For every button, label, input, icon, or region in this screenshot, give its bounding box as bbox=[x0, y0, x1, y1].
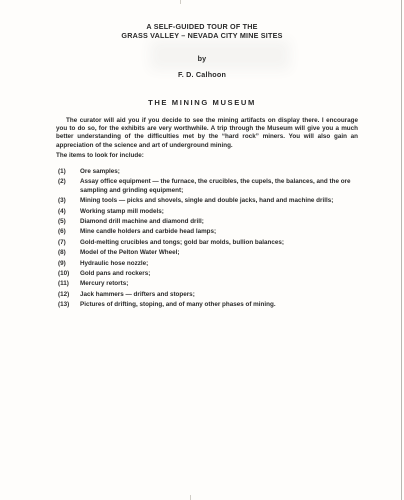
section-heading: THE MINING MUSEUM bbox=[148, 98, 256, 107]
item-text: Ore samples; bbox=[80, 168, 120, 175]
exhibit-list bbox=[56, 168, 360, 312]
item-text: Hydraulic hose nozzle; bbox=[80, 259, 149, 267]
list-item bbox=[56, 249, 360, 257]
author-name: F. D. Calhoon bbox=[177, 70, 227, 79]
item-text: Gold-melting crucibles and tongs; gold bar molds, bullion balances; bbox=[80, 238, 284, 246]
item-number: (1) bbox=[58, 168, 66, 175]
list-item bbox=[56, 280, 360, 288]
byline: by bbox=[197, 54, 207, 63]
list-item bbox=[56, 239, 360, 247]
item-number: (11) bbox=[58, 280, 69, 288]
item-number: (9) bbox=[58, 259, 66, 267]
item-text: Gold pans and rockers; bbox=[80, 270, 151, 278]
item-text: Jack hammers — drifters and stopers; bbox=[80, 290, 195, 298]
scan-mark-bottom bbox=[190, 495, 191, 500]
item-number: (3) bbox=[58, 197, 66, 205]
list-item bbox=[56, 178, 360, 195]
item-text: Mining tools — picks and shovels, single and double jacks, hand and machine drills; bbox=[80, 197, 334, 205]
item-text: Pictures of drifting, stoping, and of many other phases of mining. bbox=[80, 301, 276, 309]
item-number: (2) bbox=[58, 178, 66, 186]
list-item bbox=[56, 168, 360, 176]
list-item bbox=[56, 197, 360, 205]
item-text: Mercury retorts; bbox=[80, 280, 129, 288]
document-title-line1: A SELF-GUIDED TOUR OF THE bbox=[146, 22, 258, 31]
document-title-line2: GRASS VALLEY – NEVADA CITY MINE SITES bbox=[121, 31, 283, 40]
scan-mark-top bbox=[180, 0, 181, 4]
items-label: The items to look for include: bbox=[56, 152, 144, 159]
list-item bbox=[56, 218, 360, 226]
intro-paragraph: The curator will aid you if you decide to see the mining artifacts on display there. I encourage you to do so, for the exhibits are very worthwhile. A trip through the Museum will give you a much better understanding of the difficulties met by the “hard rock” miners. You will also gain an appreciation of the science and art of underground mining. bbox=[56, 117, 358, 149]
list-item bbox=[56, 208, 360, 216]
item-number: (7) bbox=[58, 238, 66, 246]
list-item bbox=[56, 291, 360, 299]
item-text: Mine candle holders and carbide head lamps; bbox=[80, 228, 217, 236]
item-number: (4) bbox=[58, 207, 66, 215]
item-text: Diamond drill machine and diamond drill; bbox=[80, 218, 204, 226]
list-item bbox=[56, 301, 360, 309]
item-text: Model of the Pelton Water Wheel; bbox=[80, 249, 180, 257]
item-text: Working stamp mill models; bbox=[80, 207, 164, 215]
item-text: Assay office equipment — the furnace, the crucibles, the cupels, the balances, and the ore sampling and grinding equipment; bbox=[80, 178, 351, 194]
item-number: (13) bbox=[58, 301, 70, 309]
list-item bbox=[56, 228, 360, 236]
item-number: (8) bbox=[58, 249, 66, 257]
item-number: (5) bbox=[58, 218, 66, 226]
item-number: (12) bbox=[58, 290, 70, 298]
list-item bbox=[56, 270, 360, 278]
list-item bbox=[56, 260, 360, 268]
item-number: (10) bbox=[58, 270, 70, 278]
item-number: (6) bbox=[58, 228, 66, 236]
